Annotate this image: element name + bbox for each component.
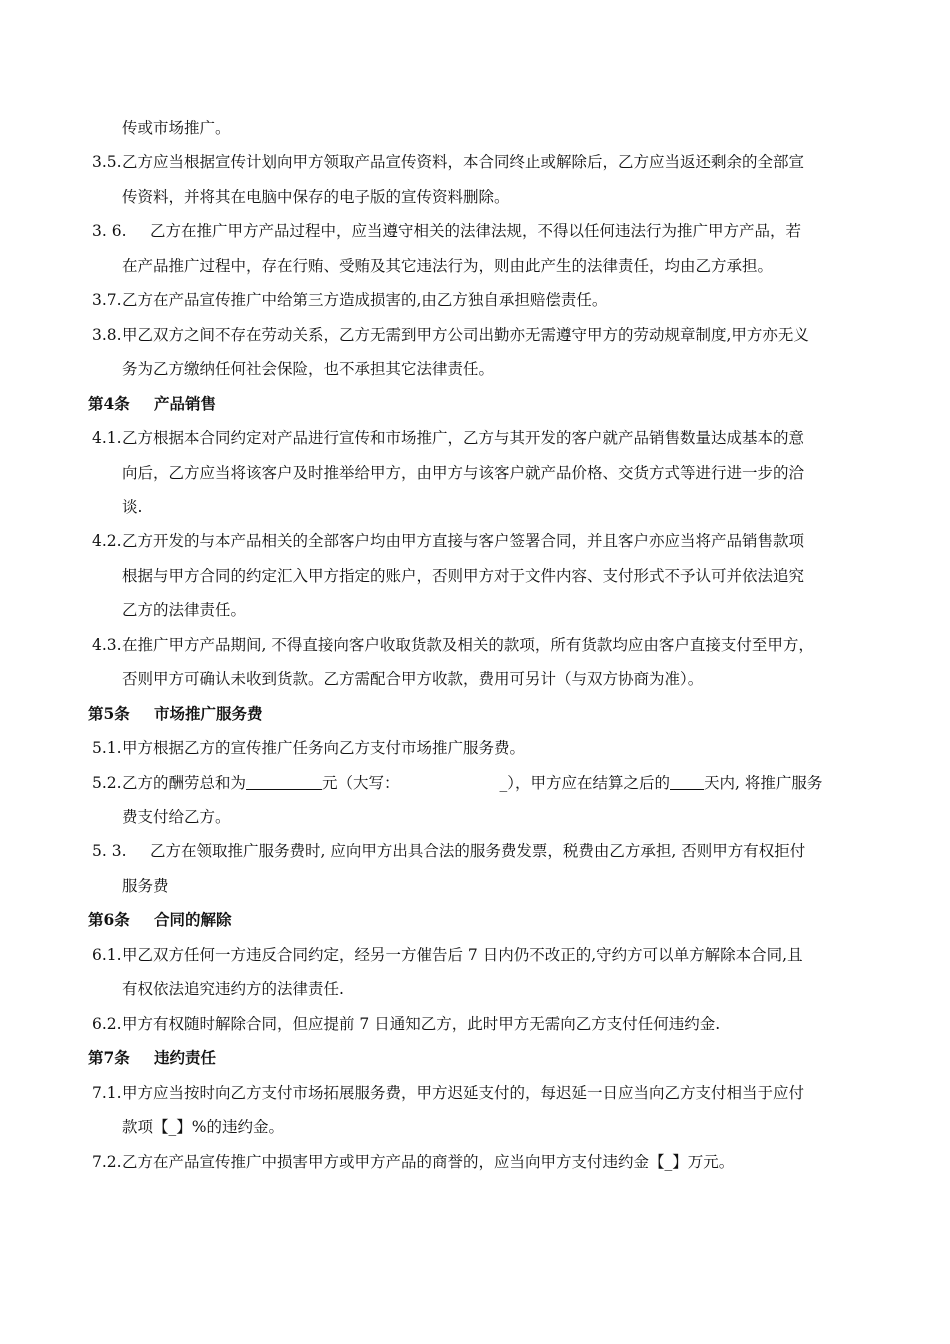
clause-text-line: 服务费: [122, 876, 169, 895]
clause-text-line: 乙方开发的与本产品相关的全部客户均由甲方直接与客户签署合同，并且客户亦应当将产品销售款项: [122, 532, 805, 551]
clause-number: 7.1.: [92, 1083, 122, 1102]
article-number: 第6条: [88, 910, 130, 930]
clause-text-line: 乙方应当根据宣传计划向甲方领取产品宣传资料，本合同终止或解除后，乙方应当返还剩余的全部宣: [122, 153, 805, 172]
clause-text-segment: 元（大写：: [322, 773, 400, 792]
clause-text-line: 甲乙双方之间不存在劳动关系，乙方无需到甲方公司出勤亦无需遵守甲方的劳动规章制度,甲方亦无义: [122, 325, 809, 344]
clause-text-line: 否则甲方可确认未收到货款。乙方需配合甲方收款，费用可另计（与双方协商为准）。: [122, 670, 704, 689]
clause-text-line: 甲乙双方任何一方违反合同约定，经另一方催告后 7 日内仍不改正的,守约方可以单方解除本合同,且: [122, 945, 803, 964]
clause-text-line: 乙方的法律责任。: [122, 601, 247, 620]
clause-number: 3.8.: [92, 325, 122, 344]
clause-text-line: 乙方根据本合同约定对产品进行宣传和市场推广，乙方与其开发的客户就产品销售数量达成基本的意: [122, 429, 805, 448]
clause-text-line: 费支付给乙方。: [122, 808, 231, 826]
article-heading: [88, 393, 216, 415]
clause-text-line: 有权依法追究违约方的法律责任.: [122, 980, 344, 999]
clause-text-line: 乙方在领取推广服务费时, 应向甲方出具合法的服务费发票，税费由乙方承担, 否则甲方有权拒付: [150, 842, 806, 861]
clause-text-line: 传或市场推广。: [122, 119, 231, 137]
clause-text-line: 乙方在产品宣传推广中损害甲方或甲方产品的商誉的，应当向甲方支付违约金【_】万元。: [122, 1152, 735, 1171]
clause-text-line: 在推广甲方产品期间, 不得直接向客户收取货款及相关的款项，所有货款均应由客户直接支付至甲方，: [122, 635, 814, 654]
clause-text-line: 甲方有权随时解除合同，但应提前 7 日通知乙方，此时甲方无需向乙方支付任何违约金.: [122, 1014, 721, 1033]
clause-text-line-with-blanks: [122, 772, 822, 794]
article-heading: [88, 1047, 216, 1069]
clause-text-line: 传资料，并将其在电脑中保存的电子版的宣传资料删除。: [122, 187, 510, 206]
clause-text-line: 在产品推广过程中，存在行贿、受贿及其它违法行为，则由此产生的法律责任，均由乙方承担。: [122, 256, 774, 275]
clause-number: 4.2.: [92, 532, 122, 551]
clause-number: 4.1.: [92, 429, 122, 448]
amount-blank: [246, 773, 322, 790]
clause-number: 5. 3.: [92, 842, 127, 861]
article-title: 市场推广服务费: [154, 703, 263, 723]
clause-number: 6.1.: [92, 945, 122, 964]
clause-text-line: 根据与甲方合同的约定汇入甲方指定的账户，否则甲方对于文件内容、支付形式不予认可并依法追究: [122, 566, 805, 585]
clause-number: 5.1.: [92, 739, 122, 758]
clause-text-line: 乙方在推广甲方产品过程中，应当遵守相关的法律法规，不得以任何违法行为推广甲方产品，若: [150, 222, 802, 241]
clause-text-line: 向后，乙方应当将该客户及时推举给甲方，由甲方与该客户就产品价格、交货方式等进行进一步的洽: [122, 463, 805, 482]
clause-text-line: 乙方在产品宣传推广中给第三方造成损害的,由乙方独自承担赔偿责任。: [122, 291, 608, 310]
article-number: 第7条: [88, 1048, 130, 1068]
clause-text-line: 甲方应当按时向乙方支付市场拓展服务费，甲方迟延支付的，每迟延一日应当向乙方支付相当于应付: [122, 1083, 805, 1102]
clause-text-line: 款项【_】%的违约金。: [122, 1118, 284, 1137]
clause-text-segment: _），甲方应在结算之后的: [499, 773, 671, 792]
clause-number: 4.3.: [92, 635, 122, 654]
clause-text-line: 甲方根据乙方的宣传推广任务向乙方支付市场推广服务费。: [122, 739, 526, 758]
clause-number: 6.2.: [92, 1014, 122, 1033]
article-title: 违约责任: [154, 1048, 217, 1068]
article-number: 第5条: [88, 703, 130, 723]
clause-number: 3. 6.: [92, 222, 127, 241]
clause-text-segment: 乙方的酬劳总和为: [122, 773, 247, 792]
article-heading: [88, 909, 232, 931]
article-heading: [88, 703, 263, 725]
clause-text-segment: 天内, 将推广服务: [704, 773, 823, 792]
article-title: 产品销售: [154, 393, 217, 413]
clause-number: 3.5.: [92, 153, 122, 172]
clause-number: 3.7.: [92, 291, 122, 310]
clause-number: 5.2.: [92, 773, 122, 792]
clause-number: 7.2.: [92, 1152, 122, 1171]
clause-text-line: 务为乙方缴纳任何社会保险，也不承担其它法律责任。: [122, 360, 495, 379]
article-title: 合同的解除: [154, 910, 232, 930]
days-blank: [670, 773, 704, 790]
article-number: 第4条: [88, 393, 130, 413]
clause-text-line: 谈.: [122, 497, 143, 516]
